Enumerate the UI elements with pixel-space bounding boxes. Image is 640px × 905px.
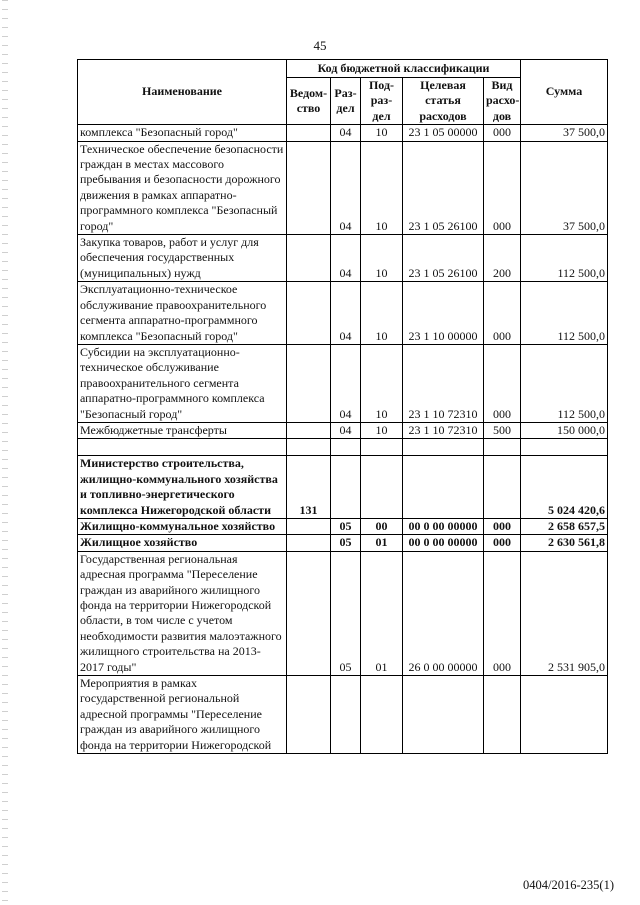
cell-name: Закупка товаров, работ и услуг для обеспечения государственных (муниципальных) нужд — [78, 235, 287, 282]
cell-ved — [287, 422, 331, 438]
cell-vid: 000 — [484, 141, 521, 234]
cell-sum: 37 500,0 — [521, 125, 608, 141]
cell-vid: 000 — [484, 282, 521, 345]
empty-cell — [331, 439, 361, 456]
cell-podrazd: 10 — [361, 282, 403, 345]
budget-table — [77, 59, 608, 754]
cell-name: Межбюджетные трансферты — [78, 422, 287, 438]
cell-vid: 000 — [484, 535, 521, 551]
cell-ved — [287, 551, 331, 675]
cell-ved — [287, 235, 331, 282]
cell-razd: 04 — [331, 422, 361, 438]
cell-name: Эксплуатационно-техническое обслуживание правоохранительного сегмента аппаратно-программного комплекса "Безопасный город" — [78, 282, 287, 345]
empty-cell — [403, 439, 484, 456]
header-budget-code: Код бюджетной классификации — [287, 60, 521, 78]
header-cel: Целевая статья расходов — [403, 78, 484, 125]
cell-name: Техническое обеспечение безопасности граждан в местах массового пребывания и безопасности дорожного движения в рамках аппаратно-программного комплекса "Безопасный город" — [78, 141, 287, 234]
cell-podrazd: 10 — [361, 422, 403, 438]
empty-cell — [484, 439, 521, 456]
cell-ved — [287, 344, 331, 422]
cell-name: Жилищно-коммунальное хозяйство — [78, 518, 287, 534]
header-sum: Сумма — [521, 60, 608, 125]
cell-podrazd: 10 — [361, 344, 403, 422]
cell-cel: 23 1 10 72310 — [403, 422, 484, 438]
cell-cel — [403, 456, 484, 519]
cell-sum: 2 658 657,5 — [521, 518, 608, 534]
cell-sum: 150 000,0 — [521, 422, 608, 438]
header-podrazd: Под- раз- дел — [361, 78, 403, 125]
header-vid: Вид расхо- дов — [484, 78, 521, 125]
document-code: 0404/2016-235(1) — [523, 878, 614, 892]
cell-podrazd — [361, 456, 403, 519]
cell-sum: 112 500,0 — [521, 235, 608, 282]
cell-ved — [287, 676, 331, 754]
cell-cel: 23 1 05 26100 — [403, 141, 484, 234]
table-row — [78, 344, 608, 422]
cell-podrazd: 00 — [361, 518, 403, 534]
cell-cel: 00 0 00 00000 — [403, 518, 484, 534]
cell-vid — [484, 676, 521, 754]
cell-cel: 00 0 00 00000 — [403, 535, 484, 551]
cell-sum: 2 531 905,0 — [521, 551, 608, 675]
cell-name: Жилищное хозяйство — [78, 535, 287, 551]
cell-razd — [331, 456, 361, 519]
cell-razd: 05 — [331, 518, 361, 534]
cell-vid — [484, 456, 521, 519]
cell-sum: 2 630 561,8 — [521, 535, 608, 551]
page-number: 45 — [313, 38, 327, 53]
table-row — [78, 439, 608, 456]
header-razd: Раз- дел — [331, 78, 361, 125]
table-row — [78, 551, 608, 675]
cell-razd: 04 — [331, 141, 361, 234]
cell-cel: 23 1 10 72310 — [403, 344, 484, 422]
header-name: Наименование — [78, 60, 287, 125]
cell-ved — [287, 535, 331, 551]
empty-cell — [78, 439, 287, 456]
cell-podrazd — [361, 676, 403, 754]
table-body — [78, 125, 608, 754]
cell-cel: 23 1 10 00000 — [403, 282, 484, 345]
cell-vid: 500 — [484, 422, 521, 438]
empty-cell — [287, 439, 331, 456]
cell-vid: 000 — [484, 125, 521, 141]
cell-razd — [331, 676, 361, 754]
cell-name: комплекса "Безопасный город" — [78, 125, 287, 141]
table-row — [78, 518, 608, 534]
cell-podrazd: 01 — [361, 551, 403, 675]
cell-podrazd: 01 — [361, 535, 403, 551]
header-ved: Ведом- ство — [287, 78, 331, 125]
table-row — [78, 235, 608, 282]
cell-vid: 200 — [484, 235, 521, 282]
cell-cel: 23 1 05 26100 — [403, 235, 484, 282]
table-row — [78, 422, 608, 438]
cell-razd: 04 — [331, 344, 361, 422]
cell-razd: 04 — [331, 282, 361, 345]
cell-name: Мероприятия в рамках государственной региональной адресной программы "Переселение граждан из аварийного жилищного фонда на территории Нижегородской — [78, 676, 287, 754]
cell-ved — [287, 141, 331, 234]
cell-podrazd: 10 — [361, 141, 403, 234]
cell-name: Субсидии на эксплуатационно-техническое обслуживание правоохранительного сегмента аппаратно-программного комплекса "Безопасный город" — [78, 344, 287, 422]
cell-vid: 000 — [484, 344, 521, 422]
cell-sum: 112 500,0 — [521, 344, 608, 422]
cell-cel: 23 1 05 00000 — [403, 125, 484, 141]
cell-podrazd: 10 — [361, 125, 403, 141]
cell-vid: 000 — [484, 551, 521, 675]
margin-guide — [2, 0, 8, 905]
cell-razd: 05 — [331, 551, 361, 675]
cell-razd: 04 — [331, 125, 361, 141]
table-row — [78, 535, 608, 551]
cell-vid: 000 — [484, 518, 521, 534]
cell-razd: 04 — [331, 235, 361, 282]
table-row — [78, 125, 608, 141]
cell-sum: 5 024 420,6 — [521, 456, 608, 519]
cell-podrazd: 10 — [361, 235, 403, 282]
cell-sum — [521, 676, 608, 754]
table-row — [78, 456, 608, 519]
cell-ved — [287, 518, 331, 534]
empty-cell — [521, 439, 608, 456]
table-row — [78, 676, 608, 754]
cell-sum: 112 500,0 — [521, 282, 608, 345]
cell-ved — [287, 125, 331, 141]
cell-ved: 131 — [287, 456, 331, 519]
cell-razd: 05 — [331, 535, 361, 551]
table-row — [78, 141, 608, 234]
empty-cell — [361, 439, 403, 456]
cell-name: Государственная региональная адресная программа "Переселение граждан из аварийного жилищного фонда на территории Нижегородской области, в том числе с учетом необходимости развития малоэтажного жилищного строительства на 2013-2017 годы" — [78, 551, 287, 675]
cell-cel — [403, 676, 484, 754]
cell-name: Министерство строительства, жилищно-коммунального хозяйства и топливно-энергетического комплекса Нижегородской области — [78, 456, 287, 519]
cell-ved — [287, 282, 331, 345]
cell-cel: 26 0 00 00000 — [403, 551, 484, 675]
cell-sum: 37 500,0 — [521, 141, 608, 234]
table-row — [78, 282, 608, 345]
